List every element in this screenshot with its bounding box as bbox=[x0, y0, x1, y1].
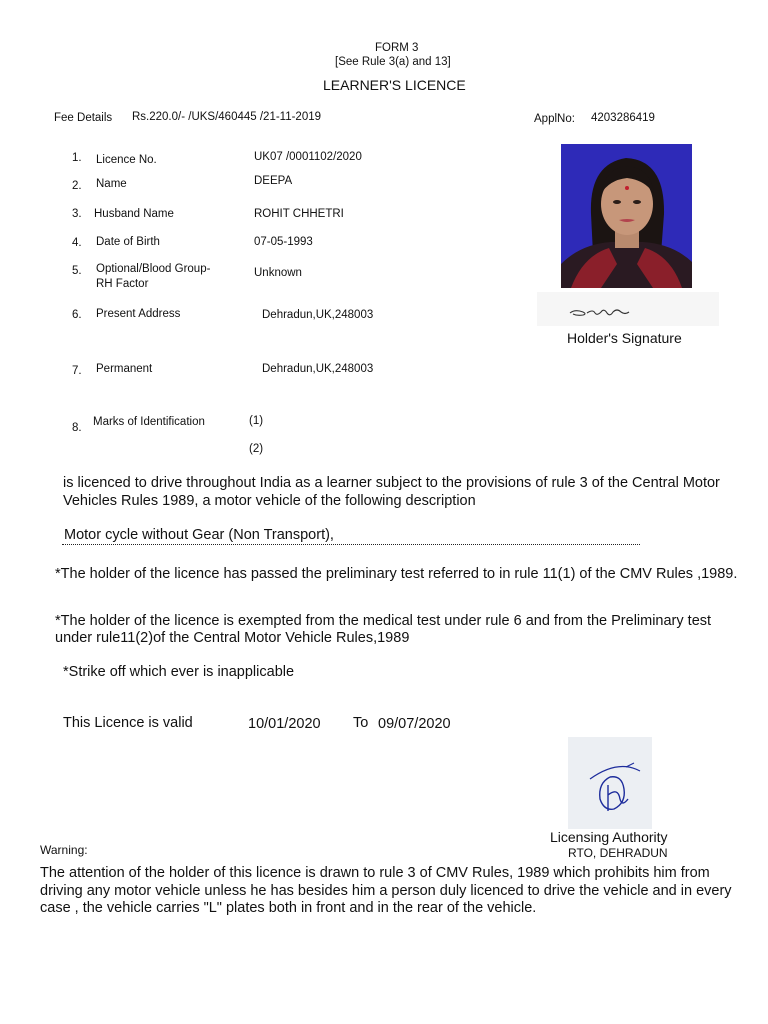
authority-signature bbox=[568, 737, 652, 829]
passed-test-statement: *The holder of the licence has passed the preliminary test referred to in rule 11(1) of the CMV Rules ,1989. bbox=[55, 566, 738, 582]
exempted-statement: *The holder of the licence is exempted from the medical test under rule 6 and from the Preliminary test under rule11(2)of the Central Motor Vehicle Rules,1989 bbox=[55, 613, 712, 646]
warning-label: Warning: bbox=[40, 843, 88, 857]
present-address-label: Present Address bbox=[96, 308, 181, 320]
form-number: FORM 3 bbox=[375, 42, 419, 54]
valid-from-date: 10/01/2020 bbox=[248, 716, 321, 732]
identification-mark-1: (1) bbox=[249, 415, 264, 427]
blood-group-value: Unknown bbox=[254, 267, 302, 279]
blood-group-label-line2: RH Factor bbox=[96, 278, 149, 290]
field-number: 7. bbox=[72, 365, 82, 377]
document-title: LEARNER'S LICENCE bbox=[323, 77, 466, 93]
field-number: 6. bbox=[72, 309, 82, 321]
valid-to-date: 09/07/2020 bbox=[378, 716, 451, 732]
identification-marks-label: Marks of Identification bbox=[93, 416, 205, 428]
husband-name-label: Husband Name bbox=[94, 208, 174, 220]
holder-signature-label: Holder's Signature bbox=[567, 330, 682, 346]
field-number: 4. bbox=[72, 237, 82, 249]
fee-value: Rs.220.0/- /UKS/460445 /21-11-2019 bbox=[132, 111, 322, 123]
dotted-line bbox=[62, 540, 640, 545]
licence-no-label: Licence No. bbox=[96, 154, 157, 166]
field-number: 1. bbox=[72, 152, 82, 164]
strike-off-note: *Strike off which ever is inapplicable bbox=[63, 664, 295, 680]
validity-label: This Licence is valid bbox=[63, 715, 193, 731]
warning-text: The attention of the holder of this licence is drawn to rule 3 of CMV Rules, 1989 which prohibits him from driving any motor vehicle unless he has besides him a person duly licenced to drive the vehicle and in every case , the vehicle carries "L" plates both in front and in the rear of the vehicle. bbox=[40, 865, 732, 916]
fee-label: Fee Details bbox=[54, 112, 113, 124]
identification-mark-2: (2) bbox=[249, 443, 264, 455]
authority-office: RTO, DEHRADUN bbox=[568, 846, 668, 860]
field-number: 3. bbox=[72, 208, 82, 220]
permanent-address-label: Permanent bbox=[96, 363, 153, 375]
licence-no-value: UK07 /0001102/2020 bbox=[254, 151, 362, 163]
field-number: 5. bbox=[72, 265, 82, 277]
present-address-value: Dehradun,UK,248003 bbox=[262, 309, 374, 321]
holder-signature-box bbox=[537, 292, 719, 326]
rule-reference: [See Rule 3(a) and 13] bbox=[335, 56, 451, 68]
husband-name-value: ROHIT CHHETRI bbox=[254, 208, 344, 220]
appl-value: 4203286419 bbox=[591, 112, 655, 124]
appl-label: ApplNo: bbox=[534, 113, 575, 125]
licensing-authority-label: Licensing Authority bbox=[550, 829, 668, 845]
vehicle-class: Motor cycle without Gear (Non Transport), bbox=[64, 527, 334, 543]
field-number: 8. bbox=[72, 422, 82, 434]
dob-value: 07-05-1993 bbox=[254, 236, 313, 248]
permanent-address-value: Dehradun,UK,248003 bbox=[262, 363, 374, 375]
blood-group-label-line1: Optional/Blood Group- bbox=[96, 263, 211, 275]
name-label: Name bbox=[96, 178, 127, 190]
licence-statement: is licenced to drive throughout India as a learner subject to the provisions of rule 3 of the Central Motor Vehicles Rules 1989, a motor vehicle of the following description bbox=[63, 475, 720, 509]
holder-photo bbox=[561, 144, 692, 288]
field-number: 2. bbox=[72, 180, 82, 192]
dob-label: Date of Birth bbox=[96, 236, 160, 248]
name-value: DEEPA bbox=[254, 175, 293, 187]
validity-to-label: To bbox=[353, 715, 369, 731]
